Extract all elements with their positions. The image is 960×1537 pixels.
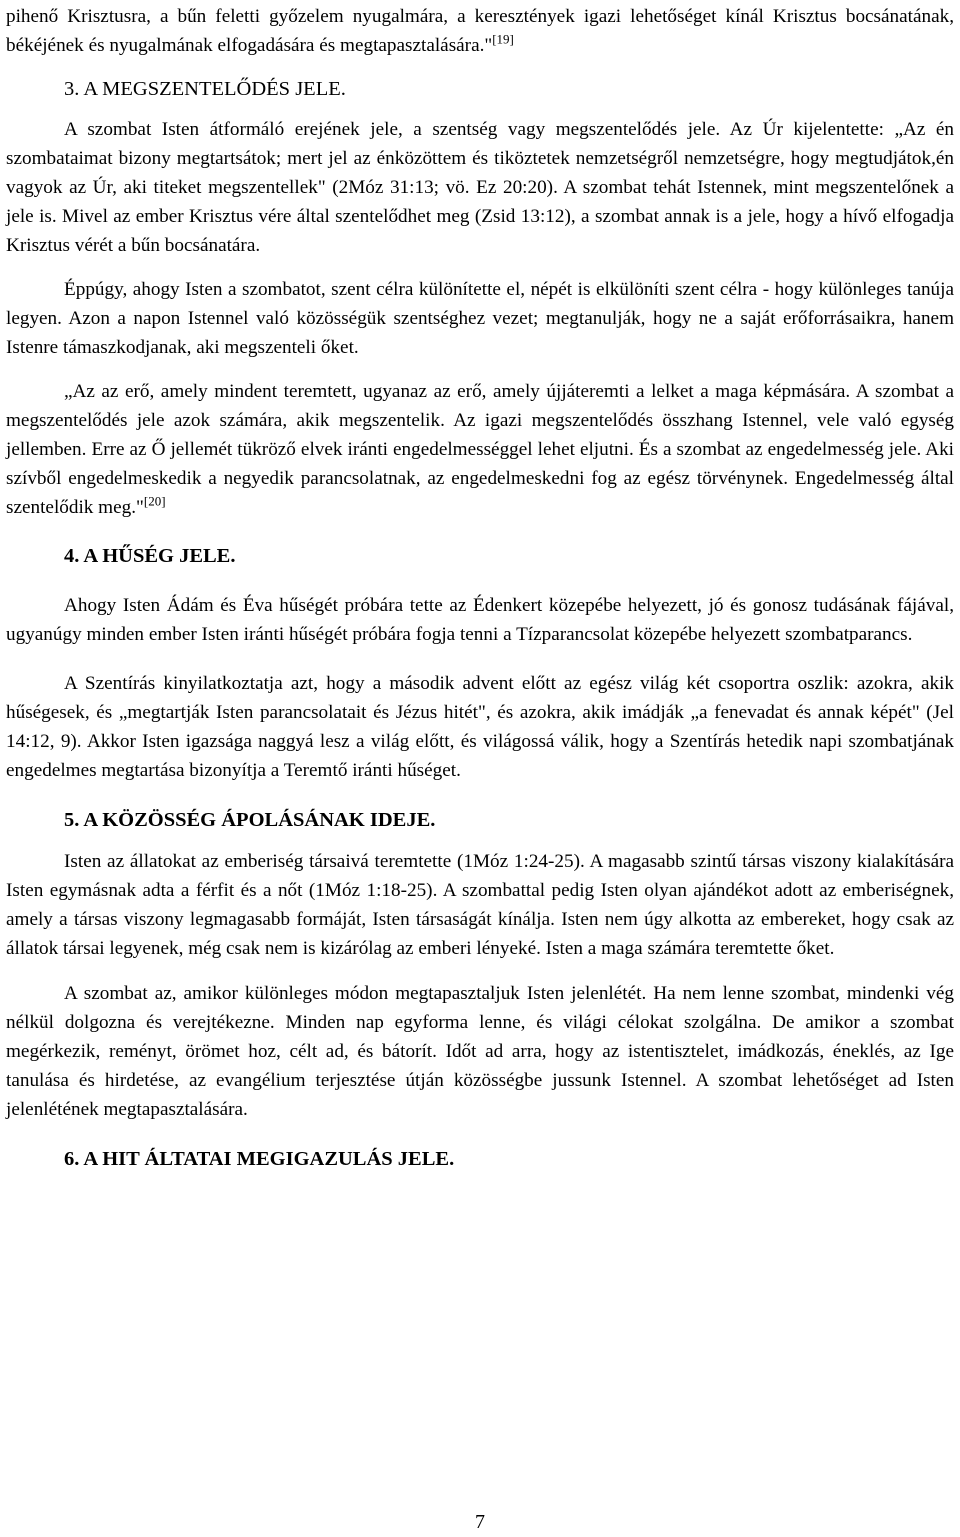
section-3-number: 3.: [64, 78, 80, 100]
section-6-title-rest: HIT ÁLTATAI MEGIGAZULÁS JELE.: [102, 1148, 455, 1170]
section-4-paragraph-2: A Szentírás kinyilatkoztatja azt, hogy a második advent előtt az egész világ két csoportra oszlik: azokra, akik hűségesek, és „megtartják Isten parancsolatait és Jézus hitét", és azokra, akik imádják „a fenevadat és annak képét" (Jel 14:12, 9). Akkor Isten igazsága naggyá lesz a világ előtt, és világossá válik, hogy a Szentírás hetedik napi szombatjának engedelmes megtartása bizonyítja a Teremtő iránti hűséget.: [6, 673, 954, 781]
section-6-number: 6.: [64, 1148, 80, 1170]
section-6-heading: [6, 1145, 954, 1174]
section-6-title-first: A: [83, 1148, 98, 1170]
section-4-heading: [6, 542, 954, 571]
footnote-20[interactable]: [20]: [143, 493, 166, 509]
section-5-title-first: A: [83, 809, 98, 831]
footnote-19[interactable]: [19]: [492, 31, 514, 47]
section-3-paragraph-3-text: „Az az erő, amely mindent teremtett, ugyanaz az erő, amely újjáteremti a lelket a maga képmására. A szombat a megszentelődés jele azok számára, akik megszentelik. Az igazi megszentelődés összhang Istennel, vele való egység jellemben. Erre az Ő jellemét tükröző elvek iránti engedelmességgel lehet eljutni. És a szombat az engedelmesség jele. Aki szívből engedelmeskedik a negyedik parancsolatnak, az engedelmeskedni fog az egész törvénynek. Engedelmesség által szentelődik meg.": [6, 381, 954, 518]
section-5-number: 5.: [64, 809, 80, 831]
section-4-title-rest: HŰSÉG JELE.: [102, 545, 236, 567]
intro-text: pihenő Krisztusra, a bűn feletti győzelem nyugalmára, a keresztények igazi lehetőséget kínál Krisztus bocsánatának, békéjének és nyugalmának elfogadására és megtapasztalására.": [6, 6, 954, 56]
intro-paragraph: [6, 2, 954, 60]
section-4-paragraph-1: Ahogy Isten Ádám és Éva hűségét próbára tette az Édenkert közepébe helyezett, jó és gonosz tudásának fájával, ugyanúgy minden ember Isten iránti hűségét próbára fogja tenni a Tízparancsolat közepébe helyezett szombatparancs.: [6, 595, 954, 645]
section-3-paragraph-3: [6, 377, 954, 522]
section-5-heading: [6, 806, 954, 835]
section-5-paragraph-1: Isten az állatokat az emberiség társaivá teremtette (1Móz 1:24-25). A magasabb szintű társas viszony kialakítására Isten egymásnak adta a férfit és a nőt (1Móz 1:18-25). A szombattal pedig Isten olyan ajándékot adott az emberiségnek, amely a társas viszony legmagasabb formáját, Isten társaságát kínálja. Isten nem úgy alkotta az embereket, hogy csak az állatok társai legyenek, még csak nem is kizárólag az emberi lényeké. Isten a maga számára teremtette őket.: [6, 851, 954, 959]
section-3-title: A MEGSZENTELŐDÉS JELE.: [83, 78, 346, 100]
page-number: 7: [475, 1511, 485, 1533]
section-3-paragraph-1: A szombat Isten átformáló erejének jele, a szentség vagy megszentelődés jele. Az Úr kijelentette: „Az én szombataimat bizony megtartsátok; mert jel az énközöttem és tiköztetek nemzetségről nemzetségre, hogy megtudjátok,én vagyok az Úr, aki titeket megszentellek" (2Móz 31:13; vö. Ez 20:20). A szombat tehát Istennek, mint megszentelőnek a jele is. Mivel az ember Krisztus vére által szentelődhet meg (Zsid 13:12), a szombat annak is a jele, hogy a hívő elfogadja Krisztus vérét a bűn bocsánatára.: [6, 119, 954, 256]
section-3-paragraph-2: Éppúgy, ahogy Isten a szombatot, szent célra különítette el, népét is elkülöníti szent célra - hogy különleges tanúja legyen. Azon a napon Istennel való közösségük szentséghez vezet; megtanulják, hogy ne a saját erőforrásaikra, hanem Istenre támaszkodjanak, aki megszenteli őket.: [6, 279, 954, 358]
section-3-heading: [6, 75, 954, 104]
section-4-title-first: A: [83, 545, 98, 567]
section-5-paragraph-2: A szombat az, amikor különleges módon megtapasztaljuk Isten jelenlétét. Ha nem lenne szombat, mindenki vég nélkül dolgozna és verejtékezne. Minden nap egyforma lenne, és világi célokat szolgálna. De amikor a szombat megérkezik, reményt, örömet hoz, célt ad, és bátorít. Időt ad arra, hogy az istentisztelet, imádkozás, éneklés, az Ige tanulása és hirdetése, az evangélium terjesztése útján közösségbe jussunk Istennel. A szombat lehetőséget ad Isten jelenlétének megtapasztalására.: [6, 983, 954, 1120]
document-page: [6, 0, 954, 1174]
section-4-number: 4.: [64, 545, 80, 567]
section-5-title-rest: KÖZÖSSÉG ÁPOLÁSÁNAK IDEJE.: [102, 809, 436, 831]
